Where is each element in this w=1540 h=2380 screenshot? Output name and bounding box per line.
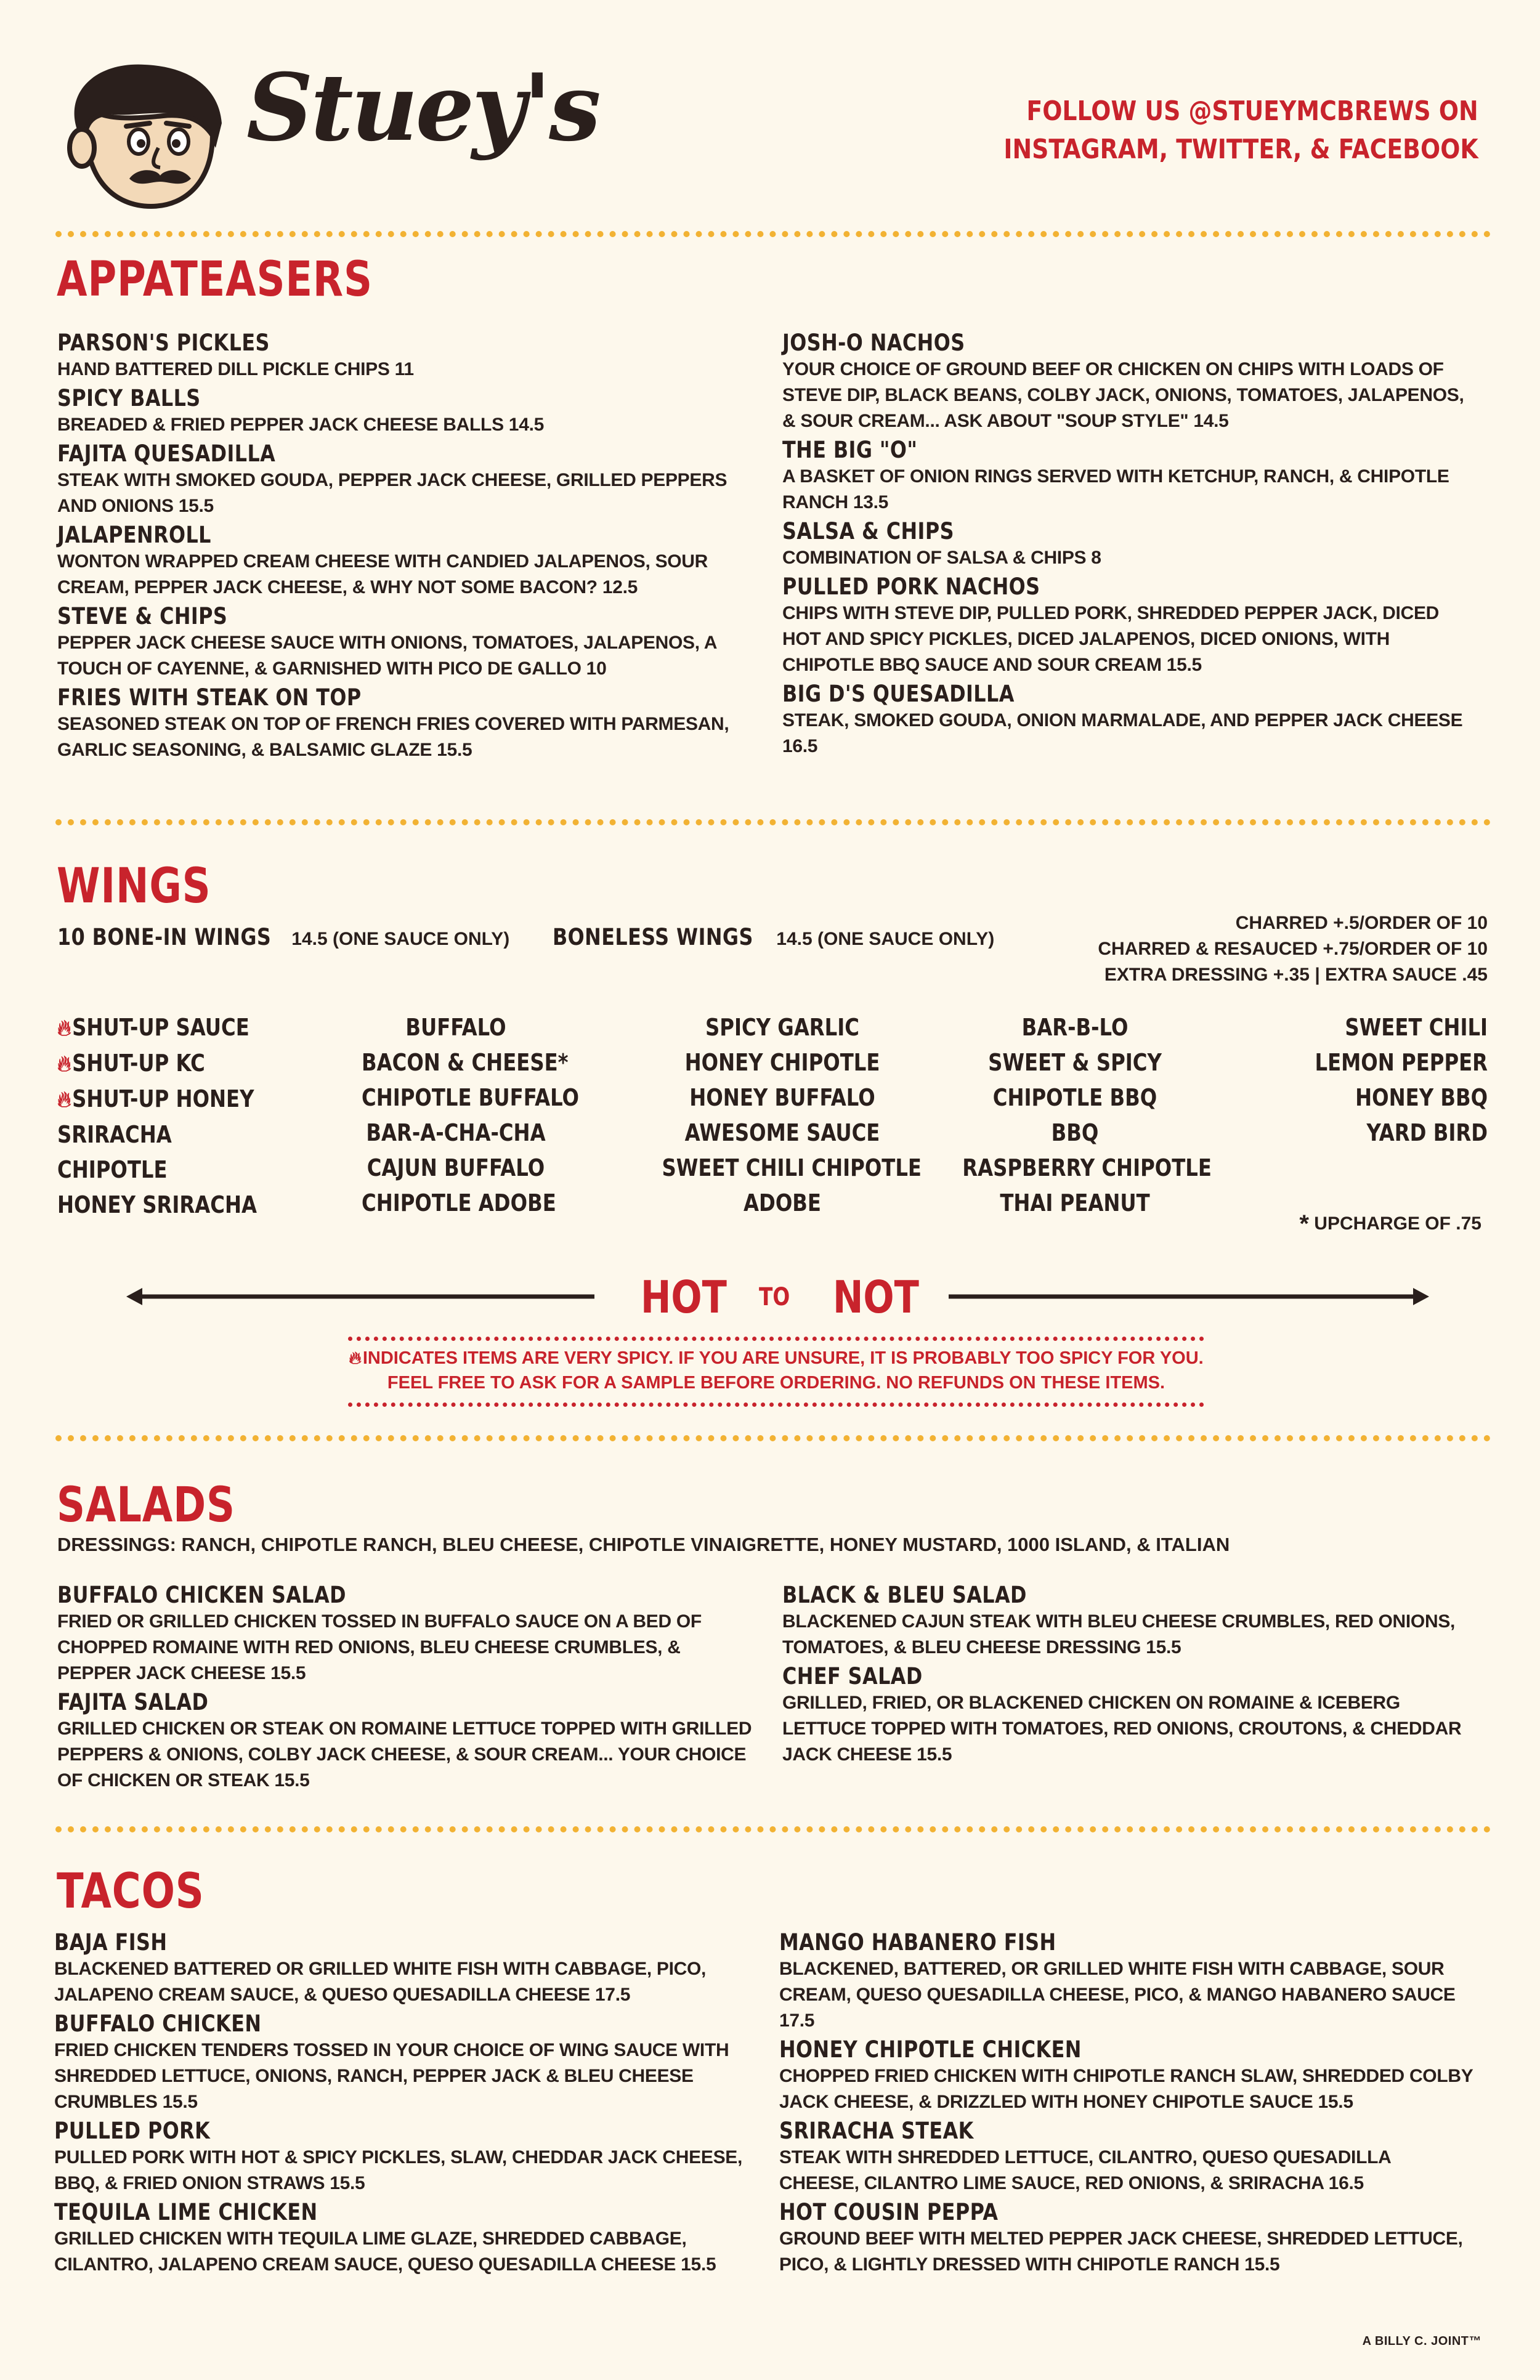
item-name: PARSON'S PICKLES <box>57 330 270 356</box>
item-name: THE BIG "O" <box>782 437 918 463</box>
item-description: PULLED PORK WITH HOT & SPICY PICKLES, SLAW, CHEDDAR JACK CHEESE, BBQ, & FRIED ONION STRAWS 15.5 <box>54 2147 743 2193</box>
mascot-logo <box>59 55 237 212</box>
item-name: FRIES WITH STEAK ON TOP <box>57 684 362 711</box>
boneless-wings <box>553 924 994 951</box>
item-description: CHIPS WITH STEVE DIP, PULLED PORK, SHREDDED PEPPER JACK, DICED HOT AND SPICY PICKLES, DICED JALAPENOS, DICED ONIONS, WITH CHIPOTLE BBQ SAUCE AND SOUR CREAM 15.5 <box>782 603 1440 675</box>
item-name: TEQUILA LIME CHICKEN <box>54 2199 318 2225</box>
sauce-item: SWEET CHILI <box>1345 1014 1488 1041</box>
item-description: WONTON WRAPPED CREAM CHEESE WITH CANDIED JALAPENOS, SOUR CREAM, PEPPER JACK CHEESE, & WHY NOT SOME BACON? 12.5 <box>57 551 708 597</box>
bone-in-wings <box>57 924 509 951</box>
item-description: FRIED CHICKEN TENDERS TOSSED IN YOUR CHOICE OF WING SAUCE WITH SHREDDED LETTUCE, ONIONS, RANCH, PEPPER JACK & BLEU CHEESE CRUMBLES 15.5 <box>54 2040 729 2112</box>
item-name: SALSA & CHIPS <box>782 518 954 544</box>
flame-icon: 🔥︎ <box>57 1051 71 1077</box>
item-name: HONEY CHIPOTLE CHICKEN <box>779 2036 1082 2063</box>
item-description: COMBINATION OF SALSA & CHIPS 8 <box>782 548 1101 568</box>
sauce-column-2 <box>345 1010 579 1221</box>
salads-left-column <box>57 1582 753 1796</box>
left-arrow-head <box>126 1288 142 1305</box>
taco-item <box>54 2199 750 2278</box>
item-description: BLACKENED, BATTERED, OR GRILLED WHITE FISH WITH CABBAGE, SOUR CREAM, QUESO QUESADILLA CHEESE, PICO, & MANGO HABANERO SAUCE 17.5 <box>779 1959 1456 2031</box>
sauce-item: BBQ <box>1051 1119 1099 1146</box>
sauce-item: CHIPOTLE BBQ <box>992 1084 1157 1111</box>
item-description: STEAK WITH SMOKED GOUDA, PEPPER JACK CHEESE, GRILLED PEPPERS AND ONIONS 15.5 <box>57 470 727 516</box>
warning-line-2: FEEL FREE TO ASK FOR A SAMPLE BEFORE ORDERING. NO REFUNDS ON THESE ITEMS. <box>387 1373 1165 1393</box>
upcharge-note <box>1299 1210 1481 1238</box>
appateaser-item <box>782 518 1478 571</box>
sauce-item: BAR-B-LO <box>1021 1014 1129 1041</box>
sauce-item: BAR-A-CHA-CHA <box>366 1119 546 1146</box>
social-line-1: FOLLOW US @STUEYMCBREWS ON <box>1026 95 1478 127</box>
sauce-item: HONEY BUFFALO <box>689 1084 875 1111</box>
item-name: PULLED PORK NACHOS <box>782 573 1040 600</box>
taco-item <box>54 2118 750 2196</box>
social-line-2: INSTAGRAM, TWITTER, & FACEBOOK <box>1003 134 1478 165</box>
heat-scale-not: NOT <box>833 1271 919 1323</box>
sauce-item: BACON & CHEESE* <box>362 1049 569 1076</box>
item-description: BLACKENED BATTERED OR GRILLED WHITE FISH WITH CABBAGE, PICO, JALAPENO CREAM SAUCE, & QUESO QUESADILLA CHEESE 17.5 <box>54 1959 707 2005</box>
right-arrow-head <box>1413 1288 1429 1305</box>
salad-item <box>57 1689 753 1794</box>
sauce-column-3 <box>641 1010 924 1221</box>
sauce-item: LEMON PEPPER <box>1315 1049 1488 1076</box>
item-description: BLACKENED CAJUN STEAK WITH BLEU CHEESE CRUMBLES, RED ONIONS, TOMATOES, & BLEU CHEESE DRESSING 15.5 <box>782 1611 1456 1658</box>
item-description: CHOPPED FRIED CHICKEN WITH CHIPOTLE RANCH SLAW, SHREDDED COLBY JACK CHEESE, & DRIZZLED WITH HONEY CHIPOTLE SAUCE 15.5 <box>779 2066 1473 2112</box>
flame-icon: 🔥︎ <box>57 1016 71 1041</box>
item-description: YOUR CHOICE OF GROUND BEEF OR CHICKEN ON CHIPS WITH LOADS OF STEVE DIP, BLACK BEANS, COLBY JACK, ONIONS, TOMATOES, JALAPENOS, & SOUR CREAM... ASK ABOUT "SOUP STYLE" 14.5 <box>782 359 1464 431</box>
appateaser-item <box>57 684 753 763</box>
boneless-wings-price: 14.5 (ONE SAUCE ONLY) <box>776 929 995 949</box>
sauce-item: SWEET & SPICY <box>988 1049 1162 1076</box>
sauce-column-1 <box>57 1010 292 1223</box>
taco-item <box>54 1929 750 2008</box>
brand-wordmark: Stuey's <box>246 54 599 162</box>
appateaser-item <box>57 385 753 438</box>
item-name: SRIRACHA STEAK <box>779 2118 974 2144</box>
item-name: FAJITA QUESADILLA <box>57 440 276 467</box>
divider <box>55 819 1491 825</box>
flame-icon: 🔥︎ <box>57 1087 71 1112</box>
item-description: FRIED OR GRILLED CHICKEN TOSSED IN BUFFALO SAUCE ON A BED OF CHOPPED ROMAINE WITH RED ONIONS, BLEU CHEESE CRUMBLES, & PEPPER JACK CHEESE 15.5 <box>57 1611 702 1683</box>
item-description: HAND BATTERED DILL PICKLE CHIPS 11 <box>57 359 414 379</box>
item-name: CHEF SALAD <box>782 1663 923 1690</box>
item-name: FAJITA SALAD <box>57 1689 209 1715</box>
section-title-tacos: TACOS <box>57 1864 205 1919</box>
sauce-column-4 <box>942 1010 1212 1221</box>
heat-scale-hot: HOT <box>641 1271 727 1323</box>
appateaser-item <box>57 603 753 682</box>
sauce-item: SRIRACHA <box>57 1121 172 1148</box>
item-description: GROUND BEEF WITH MELTED PEPPER JACK CHEESE, SHREDDED LETTUCE, PICO, & LIGHTLY DRESSED WITH CHIPOTLE RANCH 15.5 <box>779 2228 1463 2275</box>
appateaser-item <box>782 330 1478 434</box>
sauce-item: AWESOME SAUCE <box>684 1119 880 1146</box>
item-name: STEVE & CHIPS <box>57 603 228 629</box>
upcharge-text: UPCHARGE OF .75 <box>1314 1213 1481 1234</box>
appateaser-item <box>782 681 1478 759</box>
item-name: BAJA FISH <box>54 1929 168 1956</box>
heat-scale-to: TO <box>759 1283 790 1311</box>
spicy-warning-box <box>348 1337 1204 1407</box>
boneless-wings-name: BONELESS WINGS <box>553 924 753 950</box>
item-description: GRILLED, FRIED, OR BLACKENED CHICKEN ON ROMAINE & ICEBERG LETTUCE TOPPED WITH TOMATOES, RED ONIONS, CROUTONS, & CHEDDAR JACK CHEESE 15.5 <box>782 1693 1462 1765</box>
tacos-left-column <box>54 1929 750 2280</box>
sauce-item: THAI PEANUT <box>1000 1189 1150 1216</box>
item-name: BLACK & BLEU SALAD <box>782 1582 1027 1608</box>
taco-item <box>54 2010 750 2115</box>
item-description: BREADED & FRIED PEPPER JACK CHEESE BALLS 14.5 <box>57 415 544 435</box>
section-title-wings: WINGS <box>57 859 211 914</box>
sauce-item: RASPBERRY CHIPOTLE <box>962 1154 1212 1181</box>
item-name: PULLED PORK <box>54 2118 211 2144</box>
flame-icon: 🔥︎ <box>349 1348 362 1367</box>
item-description: SEASONED STEAK ON TOP OF FRENCH FRIES COVERED WITH PARMESAN, GARLIC SEASONING, & BALSAMIC GLAZE 15.5 <box>57 714 729 760</box>
social-follow-text <box>926 92 1478 169</box>
sauce-item: ADOBE <box>744 1189 821 1216</box>
item-name: JOSH-O NACHOS <box>782 330 965 356</box>
taco-item <box>779 2036 1475 2115</box>
sauce-item: CHIPOTLE <box>57 1156 168 1183</box>
item-description: GRILLED CHICKEN OR STEAK ON ROMAINE LETTUCE TOPPED WITH GRILLED PEPPERS & ONIONS, COLBY JACK CHEESE, & SOUR CREAM... YOUR CHOICE OF CHICKEN OR STEAK 15.5 <box>57 1718 752 1791</box>
asterisk: * <box>1299 1210 1309 1237</box>
divider <box>55 1435 1491 1441</box>
sauce-item: HONEY SRIRACHA <box>57 1191 257 1218</box>
appateasers-right-column <box>782 330 1478 762</box>
item-description: STEAK WITH SHREDDED LETTUCE, CILANTRO, QUESO QUESADILLA CHEESE, CILANTRO LIME SAUCE, RED ONIONS, & SRIRACHA 16.5 <box>779 2147 1391 2193</box>
sauce-item: 🔥︎SHUT-UP SAUCE <box>57 1014 249 1041</box>
dressings-list: DRESSINGS: RANCH, CHIPOTLE RANCH, BLEU CHEESE, CHIPOTLE VINAIGRETTE, HONEY MUSTARD, 1000 ISLAND, & ITALIAN <box>57 1534 1230 1555</box>
section-title-appateasers: APPATEASERS <box>57 252 373 307</box>
item-description: PEPPER JACK CHEESE SAUCE WITH ONIONS, TOMATOES, JALAPENOS, A TOUCH OF CAYENNE, & GARNISHED WITH PICO DE GALLO 10 <box>57 633 716 679</box>
bone-in-wings-name: 10 BONE-IN WINGS <box>57 924 272 950</box>
item-name: SPICY BALLS <box>57 385 201 411</box>
item-description: STEAK, SMOKED GOUDA, ONION MARMALADE, AND PEPPER JACK CHEESE 16.5 <box>782 710 1463 756</box>
section-title-salads: SALADS <box>57 1478 235 1533</box>
bone-in-wings-price: 14.5 (ONE SAUCE ONLY) <box>291 929 510 949</box>
item-name: MANGO HABANERO FISH <box>779 1929 1056 1956</box>
sauce-item: SWEET CHILI CHIPOTLE <box>662 1154 922 1181</box>
tacos-right-column <box>779 1929 1475 2280</box>
salad-item <box>782 1663 1478 1768</box>
appateaser-item <box>57 440 753 519</box>
sauce-item: YARD BIRD <box>1366 1119 1488 1146</box>
sauce-item: 🔥︎SHUT-UP KC <box>57 1050 205 1077</box>
item-description: GRILLED CHICKEN WITH TEQUILA LIME GLAZE, SHREDDED CABBAGE, CILANTRO, JALAPENO CREAM SAUCE, QUESO QUESADILLA CHEESE 15.5 <box>54 2228 716 2275</box>
salads-right-column <box>782 1582 1478 1770</box>
appateasers-left-column <box>57 330 753 766</box>
divider <box>55 1826 1491 1832</box>
taco-item <box>779 2118 1475 2196</box>
sauce-item: CHIPOTLE ADOBE <box>362 1189 556 1216</box>
salad-item <box>782 1582 1478 1661</box>
item-description: A BASKET OF ONION RINGS SERVED WITH KETCHUP, RANCH, & CHIPOTLE RANCH 13.5 <box>782 466 1449 512</box>
sauce-item: SPICY GARLIC <box>705 1014 859 1041</box>
wing-extra-resauced: CHARRED & RESAUCED +.75/ORDER OF 10 <box>1098 939 1488 959</box>
appateaser-item <box>782 573 1478 678</box>
sauce-item: BUFFALO <box>405 1014 506 1041</box>
item-name: BUFFALO CHICKEN SALAD <box>57 1582 346 1608</box>
item-name: BIG D'S QUESADILLA <box>782 681 1015 707</box>
sauce-item: CHIPOTLE BUFFALO <box>362 1084 579 1111</box>
sauce-item: HONEY CHIPOTLE <box>684 1049 880 1076</box>
wing-extras <box>1098 910 1488 988</box>
taco-item <box>779 2199 1475 2278</box>
divider <box>55 231 1491 237</box>
salad-item <box>57 1582 753 1686</box>
footer-credit: A BILLY C. JOINT™ <box>1362 2334 1481 2348</box>
sauce-item: 🔥︎SHUT-UP HONEY <box>57 1085 254 1112</box>
taco-item <box>779 1929 1475 2034</box>
warning-line-1: 🔥︎INDICATES ITEMS ARE VERY SPICY. IF YOU ARE UNSURE, IT IS PROBABLY TOO SPICY FOR YOU. <box>349 1348 1204 1368</box>
sauce-item: HONEY BBQ <box>1355 1084 1488 1111</box>
appateaser-item <box>782 437 1478 516</box>
item-name: JALAPENROLL <box>57 522 211 548</box>
sauce-item: CAJUN BUFFALO <box>367 1154 545 1181</box>
appateaser-item <box>57 330 753 382</box>
appateaser-item <box>57 522 753 601</box>
sauce-column-5 <box>1284 1010 1488 1151</box>
item-name: HOT COUSIN PEPPA <box>779 2199 999 2225</box>
item-name: BUFFALO CHICKEN <box>54 2010 262 2037</box>
wing-extra-charred: CHARRED +.5/ORDER OF 10 <box>1235 913 1488 933</box>
wing-extra-dressing: EXTRA DRESSING +.35 | EXTRA SAUCE .45 <box>1104 965 1488 985</box>
